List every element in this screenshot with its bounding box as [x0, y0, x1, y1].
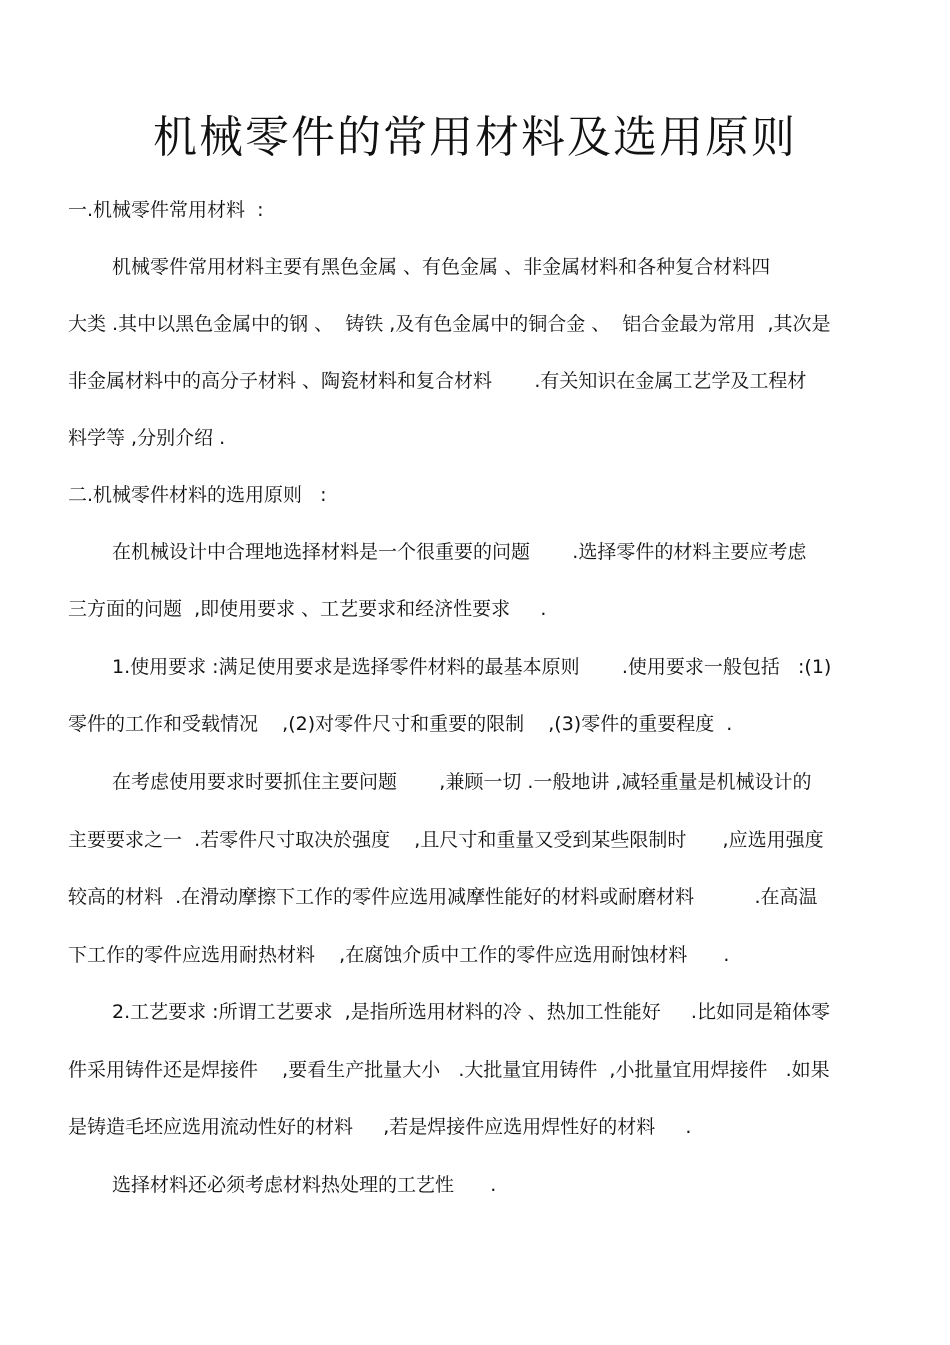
- section-heading-2: 二.机械零件材料的选用原则 :: [68, 484, 327, 506]
- paragraph-line: 机械零件常用材料主要有黑色金属 、有色金属 、非金属材料和各种复合材料四: [112, 256, 771, 278]
- paragraph-line: 在机械设计中合理地选择材料是一个很重要的问题 .选择零件的材料主要应考虑: [112, 541, 807, 563]
- section-heading-1: 一.机械零件常用材料 :: [68, 199, 264, 221]
- paragraph-line: 主要要求之一 .若零件尺寸取决於强度 ,且尺寸和重量又受到某些限制时 ,应选用强度: [68, 829, 824, 851]
- paragraph-line: 非金属材料中的高分子材料 、陶瓷材料和复合材料 .有关知识在金属工艺学及工程材: [68, 370, 807, 392]
- paragraph-line: 是铸造毛坯应选用流动性好的材料 ,若是焊接件应选用焊性好的材料 .: [68, 1116, 692, 1138]
- paragraph-line: 大类 .其中以黑色金属中的钢 、 铸铁 ,及有色金属中的铜合金 、 铝合金最为常用 ,其次是: [68, 313, 831, 335]
- document-title: 机械零件的常用材料及选用原则: [153, 112, 797, 163]
- paragraph-line: 2.工艺要求 :所谓工艺要求 ,是指所选用材料的冷 、热加工性能好 .比如同是箱体零: [112, 1001, 830, 1023]
- paragraph-line: 零件的工作和受载情况 ,(2)对零件尺寸和重要的限制 ,(3)零件的重要程度 .: [68, 713, 733, 735]
- paragraph-line: 1.使用要求 :满足使用要求是选择零件材料的最基本原则 .使用要求一般包括 :(1): [112, 656, 832, 678]
- paragraph-line: 下工作的零件应选用耐热材料 ,在腐蚀介质中工作的零件应选用耐蚀材料 .: [68, 944, 730, 966]
- paragraph-line: 料学等 ,分别介绍 .: [68, 427, 226, 449]
- paragraph-line: 选择材料还必须考虑材料热处理的工艺性 .: [112, 1174, 497, 1196]
- paragraph-line: 在考虑使用要求时要抓住主要问题 ,兼顾一切 .一般地讲 ,减轻重量是机械设计的: [112, 771, 812, 793]
- paragraph-line: 三方面的问题 ,即使用要求 、工艺要求和经济性要求 .: [68, 598, 547, 620]
- paragraph-line: 件采用铸件还是焊接件 ,要看生产批量大小 .大批量宜用铸件 ,小批量宜用焊接件 .如果: [68, 1059, 830, 1081]
- paragraph-line: 较高的材料 .在滑动摩擦下工作的零件应选用减摩性能好的材料或耐磨材料 .在高温: [68, 886, 818, 908]
